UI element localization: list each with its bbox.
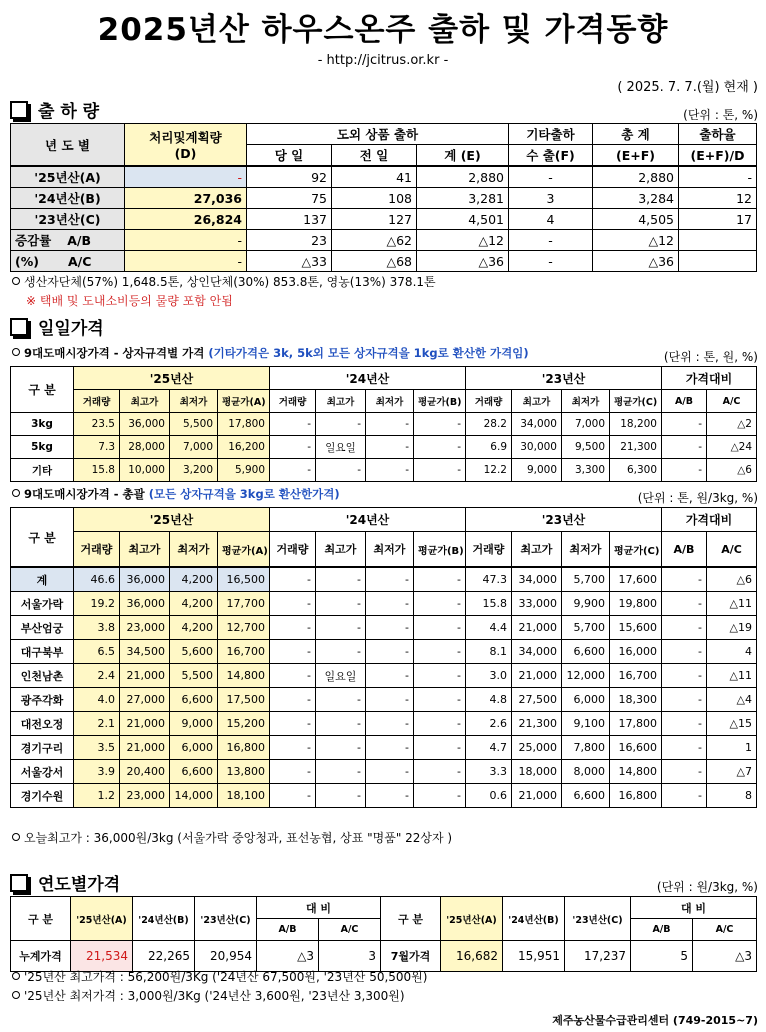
cell-max24: - xyxy=(316,712,366,736)
cell-min23: 9,100 xyxy=(562,712,610,736)
yearly-unit: (단위 : 원/3kg, %) xyxy=(656,880,758,894)
cell-min25: 14,000 xyxy=(170,784,218,808)
cell-ab: - xyxy=(662,688,707,712)
cell-v23: 4.7 xyxy=(466,736,512,760)
table-row xyxy=(11,784,757,808)
daily-heading: 일일가격 xyxy=(10,314,104,339)
site-url[interactable]: - http://jcitrus.or.kr - xyxy=(317,53,449,68)
cell-min24: - xyxy=(366,436,414,459)
cell-ab: - xyxy=(662,567,707,592)
cell-min23: 8,000 xyxy=(562,760,610,784)
cell-v24: - xyxy=(270,784,316,808)
table-row: 누계가격 21,534 22,265 20,954 △3 3 7월가격 16,682 15,951 17,237 5 △3 xyxy=(11,941,757,972)
cell-ac: △6 xyxy=(707,459,757,482)
row-label: 기타 xyxy=(11,459,74,482)
row-label: 5kg xyxy=(11,436,74,459)
cell-min25: 4,200 xyxy=(170,592,218,616)
cell-avg23: 18,200 xyxy=(610,413,662,436)
cell-avg23: 18,300 xyxy=(610,688,662,712)
cell-v24: - xyxy=(270,616,316,640)
row-label: 부산엄궁 xyxy=(11,616,74,640)
cell-v23: 28.2 xyxy=(466,413,512,436)
cell-min23: 6,600 xyxy=(562,640,610,664)
cell-v23: 3.3 xyxy=(466,760,512,784)
cell-max25: 28,000 xyxy=(120,436,170,459)
cell-min25: 4,200 xyxy=(170,616,218,640)
cell-avg25: 12,700 xyxy=(218,616,270,640)
cell-v23: 2.6 xyxy=(466,712,512,736)
col-sum: 총 계 xyxy=(593,124,679,145)
table-row xyxy=(11,760,757,784)
cell-min25: 5,500 xyxy=(170,664,218,688)
cell-min23: 5,700 xyxy=(562,567,610,592)
cell-min23: 9,900 xyxy=(562,592,610,616)
cell-avg25: 16,800 xyxy=(218,736,270,760)
cell-min24: - xyxy=(366,688,414,712)
cell-avg23: 15,600 xyxy=(610,616,662,640)
cell-avg23: 14,800 xyxy=(610,760,662,784)
cell-min24: - xyxy=(366,736,414,760)
cell-v23: 47.3 xyxy=(466,567,512,592)
col-rate: 출하율 xyxy=(679,124,757,145)
table-row xyxy=(11,688,757,712)
cell-min25: 6,600 xyxy=(170,760,218,784)
cell-avg25: 16,700 xyxy=(218,640,270,664)
cell-avg25: 17,500 xyxy=(218,688,270,712)
cell-avg24: - xyxy=(414,712,466,736)
cell-max25: 21,000 xyxy=(120,712,170,736)
table-row: (%) A/C - △33 △68 △36 - △36 xyxy=(11,251,757,272)
cell-avg24: - xyxy=(414,592,466,616)
cell-max25: 34,500 xyxy=(120,640,170,664)
cell-avg25: 13,800 xyxy=(218,760,270,784)
cell-max24: - xyxy=(316,760,366,784)
cell-avg24: - xyxy=(414,413,466,436)
row-label: 인천남촌 xyxy=(11,664,74,688)
cell-max24: 일요일 xyxy=(316,436,366,459)
row-label: 경기구리 xyxy=(11,736,74,760)
cell-max25: 36,000 xyxy=(120,413,170,436)
cell-min24: - xyxy=(366,567,414,592)
yearly-note-max: '25년산 최고가격 : 56,200원/3Kg ('24년산 67,500원, '23년산 50,500원) xyxy=(12,968,427,985)
cell-min25: 4,200 xyxy=(170,567,218,592)
cell-min23: 6,000 xyxy=(562,688,610,712)
cell-ab: - xyxy=(662,784,707,808)
cell-max23: 9,000 xyxy=(512,459,562,482)
bullet-circle-icon xyxy=(12,972,20,980)
cell-avg25: 16,200 xyxy=(218,436,270,459)
cell-v23: 8.1 xyxy=(466,640,512,664)
col-prev: 전 일 xyxy=(332,145,417,167)
col-export: 수 출(F) xyxy=(509,145,593,167)
cell-v25: 2.4 xyxy=(74,664,120,688)
cell-ac: 8 xyxy=(707,784,757,808)
row-label: 경기수원 xyxy=(11,784,74,808)
cell-avg23: 16,700 xyxy=(610,664,662,688)
cell-max25: 23,000 xyxy=(120,784,170,808)
cell-min25: 6,000 xyxy=(170,736,218,760)
cell-max23: 34,000 xyxy=(512,567,562,592)
cell-max24: - xyxy=(316,459,366,482)
cell-ac: △2 xyxy=(707,413,757,436)
cell-avg24: - xyxy=(414,640,466,664)
row-label: 3kg xyxy=(11,413,74,436)
cell-avg23: 16,800 xyxy=(610,784,662,808)
cell-avg23: 6,300 xyxy=(610,459,662,482)
cell-avg24: - xyxy=(414,664,466,688)
bullet-circle-icon xyxy=(12,833,20,841)
col-processing: 처리및계획량 (D) xyxy=(125,124,247,167)
yearly-note-min: '25년산 최저가격 : 3,000원/3Kg ('24년산 3,600원, '23년산 3,300원) xyxy=(12,987,405,1004)
cell-v23: 4.8 xyxy=(466,688,512,712)
cell-v24: - xyxy=(270,664,316,688)
cell-v24: - xyxy=(270,459,316,482)
table-row xyxy=(11,736,757,760)
cell-max25: 23,000 xyxy=(120,616,170,640)
table-row xyxy=(11,567,757,592)
cell-max24: - xyxy=(316,616,366,640)
daily-total-subtitle: 9대도매시장가격 - 총괄 (모든 상자규격을 3kg로 환산한가격) xyxy=(12,486,340,502)
cell-ab: - xyxy=(662,736,707,760)
table-row xyxy=(11,664,757,688)
cell-v23: 6.9 xyxy=(466,436,512,459)
bullet-circle-icon xyxy=(12,991,20,999)
cell-ac: △24 xyxy=(707,436,757,459)
cell-v23: 15.8 xyxy=(466,592,512,616)
shipment-unit: (단위 : 톤, %) xyxy=(683,108,758,122)
cell-max23: 33,000 xyxy=(512,592,562,616)
cell-v25: 15.8 xyxy=(74,459,120,482)
cell-min23: 6,600 xyxy=(562,784,610,808)
table-row xyxy=(11,413,757,436)
row-label: 계 xyxy=(11,567,74,592)
cell-min25: 3,200 xyxy=(170,459,218,482)
cell-avg25: 16,500 xyxy=(218,567,270,592)
cell-max25: 21,000 xyxy=(120,736,170,760)
cell-v24: - xyxy=(270,567,316,592)
cell-max24: - xyxy=(316,567,366,592)
cell-max23: 21,000 xyxy=(512,616,562,640)
daily-note: 오늘최고가 : 36,000원/3kg (서울가락 중앙청과, 표선농협, 상표 "명품" 22상자 ) xyxy=(12,829,452,846)
cell-avg24: - xyxy=(414,760,466,784)
table-row xyxy=(11,616,757,640)
cell-avg25: 17,700 xyxy=(218,592,270,616)
cell-min23: 7,800 xyxy=(562,736,610,760)
bullet-circle-icon xyxy=(12,277,20,285)
cell-avg24: - xyxy=(414,688,466,712)
cell-avg24: - xyxy=(414,616,466,640)
cell-ab: - xyxy=(662,760,707,784)
cell-v24: - xyxy=(270,436,316,459)
cell-ab: - xyxy=(662,712,707,736)
cell-avg24: - xyxy=(414,784,466,808)
cell-avg25: 18,100 xyxy=(218,784,270,808)
checkbox-square-icon xyxy=(10,318,28,336)
cell-min23: 9,500 xyxy=(562,436,610,459)
table-row: '24년산(B) 27,036 75 108 3,281 3 3,284 12 xyxy=(11,188,757,209)
cell-ab: - xyxy=(662,413,707,436)
page-title: 2025년산 하우스온주 출하 및 가격동향 xyxy=(97,12,669,48)
cell-v24: - xyxy=(270,640,316,664)
daily-size-unit: (단위 : 톤, 원, %) xyxy=(663,350,758,364)
bullet-circle-icon xyxy=(12,348,20,356)
checkbox-square-icon xyxy=(10,101,28,119)
cell-max24: - xyxy=(316,413,366,436)
report-date: ( 2025. 7. 7.(월) 현재 ) xyxy=(617,80,758,95)
cell-v24: - xyxy=(270,413,316,436)
cell-v23: 12.2 xyxy=(466,459,512,482)
cell-max23: 25,000 xyxy=(512,736,562,760)
cell-v25: 3.5 xyxy=(74,736,120,760)
cell-min23: 7,000 xyxy=(562,413,610,436)
cell-avg23: 19,800 xyxy=(610,592,662,616)
cell-min25: 7,000 xyxy=(170,436,218,459)
cell-min24: - xyxy=(366,592,414,616)
cell-ab: - xyxy=(662,640,707,664)
cell-avg23: 17,600 xyxy=(610,567,662,592)
cell-v25: 6.5 xyxy=(74,640,120,664)
cell-max23: 30,000 xyxy=(512,436,562,459)
cell-v25: 2.1 xyxy=(74,712,120,736)
cell-min24: - xyxy=(366,640,414,664)
col-today: 당 일 xyxy=(247,145,332,167)
table-row xyxy=(11,640,757,664)
cell-min24: - xyxy=(366,712,414,736)
cell-v25: 23.5 xyxy=(74,413,120,436)
col-sum-sub: (E+F) xyxy=(593,145,679,167)
table-row: 증감률 A/B - 23 △62 △12 - △12 xyxy=(11,230,757,251)
cell-max23: 21,300 xyxy=(512,712,562,736)
cell-max23: 34,000 xyxy=(512,640,562,664)
cell-min24: - xyxy=(366,760,414,784)
cell-v23: 4.4 xyxy=(466,616,512,640)
shipment-heading: 출 하 량 xyxy=(10,97,99,122)
cell-max25: 36,000 xyxy=(120,567,170,592)
table-row: '23년산(C) 26,824 137 127 4,501 4 4,505 17 xyxy=(11,209,757,230)
cell-ac: △11 xyxy=(707,592,757,616)
cell-avg25: 5,900 xyxy=(218,459,270,482)
table-row xyxy=(11,459,757,482)
shipment-table xyxy=(10,123,757,272)
cell-min23: 12,000 xyxy=(562,664,610,688)
cell-avg24: - xyxy=(414,567,466,592)
size-price-table: 구 분 '25년산 '24년산 '23년산 가격대비 거래량 최고가 최저가 평균가(A) 거래량 최고가 최저가 평균가(B) 거래량 최고가 최저가 평균가(C) A/B A/C 3kg 23.5 36,000 5,500 17,800 - - - - 28.2 34,000 7,000 18,200 - △2 5kg 7.3 28,000 7,000 16,200 - 일요일 - - 6.9 30,000 9,500 21,300 - △24 기타 15.8 10,000 3,200 5,900 - - - - 12.2 9,000 3,300 6,300 - △6 xyxy=(10,366,757,482)
row-label: 대구북부 xyxy=(11,640,74,664)
shipment-note: 생산자단체(57%) 1,648.5톤, 상인단체(30%) 853.8톤, 영농(13%) 378.1톤 xyxy=(12,273,436,290)
cell-ab: - xyxy=(662,436,707,459)
col-gubun: 구 분 xyxy=(11,367,74,413)
cell-max24: - xyxy=(316,784,366,808)
cell-avg23: 17,800 xyxy=(610,712,662,736)
cell-max25: 21,000 xyxy=(120,664,170,688)
cell-ab: - xyxy=(662,664,707,688)
cell-max24: - xyxy=(316,592,366,616)
cell-ac: 4 xyxy=(707,640,757,664)
cell-avg23: 21,300 xyxy=(610,436,662,459)
cell-avg23: 16,000 xyxy=(610,640,662,664)
table-row xyxy=(11,712,757,736)
cell-avg25: 15,200 xyxy=(218,712,270,736)
cell-max23: 18,000 xyxy=(512,760,562,784)
cell-v25: 7.3 xyxy=(74,436,120,459)
total-price-table: 구 분 '25년산 '24년산 '23년산 가격대비 거래량 최고가 최저가 평균가(A) 거래량 최고가 최저가 평균가(B) 거래량 최고가 최저가 평균가(C) A/B A/C 계 46.6 36,000 4,200 16,500 - - - - 47.3 34,000 5,700 17,600 - △6 서울가락 19.2 36,000 4,200 17,700 - - - - 15.8 33,000 9,900 19,800 - △11 부산엄궁 3.8 23,000 4,200 12,700 - - - - 4.4 21,000 5,700 15,600 - △19 대구북부 6.5 34,500 5,600 16,700 - - - - 8.1 34,000 6,600 16,000 - 4 인천남촌 2.4 21,000 5,500 14,800 - 일요일 - - 3.0 21,000 12,000 16,700 - △11 광주각화 4.0 27,000 6,600 17,500 - - - - 4.8 27,500 6,000 18,300 - △4 대전오정 2.1 21,000 9,000 15,200 - - - - 2.6 21,300 9,100 17,800 - △15 경기구리 3.5 21,000 6,000 16,800 - - - - 4.7 25,000 7,800 16,600 - 1 서울강서 3.9 20,400 6,600 13,800 - - - - 3.3 18,000 8,000 14,800 - △7 경기수원 1.2 23,000 14,000 18,100 - - - - 0.6 21,000 6,600 16,800 - 8 xyxy=(10,507,757,808)
cell-v24: - xyxy=(270,712,316,736)
cell-ac: 1 xyxy=(707,736,757,760)
row-label: 서울가락 xyxy=(11,592,74,616)
cell-min24: - xyxy=(366,616,414,640)
cell-ac: △15 xyxy=(707,712,757,736)
cell-ab: - xyxy=(662,592,707,616)
table-row: '25년산(A) - 92 41 2,880 - 2,880 - xyxy=(11,166,757,188)
cell-min25: 5,500 xyxy=(170,413,218,436)
cell-max25: 20,400 xyxy=(120,760,170,784)
cell-max23: 21,000 xyxy=(512,784,562,808)
cell-max23: 34,000 xyxy=(512,413,562,436)
cell-v24: - xyxy=(270,760,316,784)
cell-max25: 36,000 xyxy=(120,592,170,616)
daily-size-subtitle: 9대도매시장가격 - 상자규격별 가격 (기타가격은 3k, 5k외 모든 상자규격을 1kg로 환산한 가격임) xyxy=(12,345,529,361)
cell-v25: 19.2 xyxy=(74,592,120,616)
cell-max25: 27,000 xyxy=(120,688,170,712)
cell-avg23: 16,600 xyxy=(610,736,662,760)
cell-min25: 9,000 xyxy=(170,712,218,736)
col-other: 기타출하 xyxy=(509,124,593,145)
cell-ac: △7 xyxy=(707,760,757,784)
col-out: 도외 상품 출하 xyxy=(247,124,509,145)
row-label: 대전오정 xyxy=(11,712,74,736)
cell-min23: 3,300 xyxy=(562,459,610,482)
cell-max23: 21,000 xyxy=(512,664,562,688)
cell-v24: - xyxy=(270,736,316,760)
cell-min24: - xyxy=(366,459,414,482)
checkbox-square-icon xyxy=(10,874,28,892)
cell-ac: △19 xyxy=(707,616,757,640)
cell-avg24: - xyxy=(414,736,466,760)
cell-v25: 3.9 xyxy=(74,760,120,784)
col-total: 계 (E) xyxy=(417,145,509,167)
cell-ab: - xyxy=(662,616,707,640)
cell-min24: - xyxy=(366,784,414,808)
row-label: 광주각화 xyxy=(11,688,74,712)
cell-ac: △11 xyxy=(707,664,757,688)
col-rate-sub: (E+F)/D xyxy=(679,145,757,167)
cell-v23: 3.0 xyxy=(466,664,512,688)
cell-avg25: 17,800 xyxy=(218,413,270,436)
cell-v23: 0.6 xyxy=(466,784,512,808)
footer-source: 제주농산물수급관리센터 (749-2015~7) xyxy=(552,1014,758,1027)
cell-v25: 3.8 xyxy=(74,616,120,640)
cell-ac: △4 xyxy=(707,688,757,712)
cell-min24: - xyxy=(366,664,414,688)
shipment-warning: ※ 택배 및 도내소비등의 물량 포함 안됨 xyxy=(26,294,233,308)
cell-min23: 5,700 xyxy=(562,616,610,640)
cell-avg24: - xyxy=(414,436,466,459)
cell-max24: - xyxy=(316,688,366,712)
col-gubun: 구 분 xyxy=(11,508,74,568)
cell-v24: - xyxy=(270,688,316,712)
cell-min25: 6,600 xyxy=(170,688,218,712)
cell-ac: △6 xyxy=(707,567,757,592)
cell-ab: - xyxy=(662,459,707,482)
cell-min24: - xyxy=(366,413,414,436)
col-year: 년 도 별 xyxy=(11,124,125,167)
cell-v24: - xyxy=(270,592,316,616)
cell-v25: 46.6 xyxy=(74,567,120,592)
yearly-price-table: 구 분 '25년산(A) '24년산(B) '23년산(C) 대 비 구 분 '25년산(A) '24년산(B) '23년산(C) 대 비 A/B A/C A/B A/C 누계가격 21,534 22,265 20,954 △3 3 7월가격 16,682 15,951 17,237 5 △3 xyxy=(10,896,757,972)
cell-min25: 5,600 xyxy=(170,640,218,664)
bullet-circle-icon xyxy=(12,489,20,497)
daily-total-unit: (단위 : 톤, 원/3kg, %) xyxy=(637,491,758,505)
cell-max24: - xyxy=(316,736,366,760)
cell-avg24: - xyxy=(414,459,466,482)
table-row xyxy=(11,592,757,616)
yearly-heading: 연도별가격 xyxy=(10,870,120,895)
cell-max25: 10,000 xyxy=(120,459,170,482)
row-label: 서울강서 xyxy=(11,760,74,784)
table-row xyxy=(11,436,757,459)
cell-v25: 1.2 xyxy=(74,784,120,808)
cell-max24: - xyxy=(316,640,366,664)
cell-max23: 27,500 xyxy=(512,688,562,712)
cell-v25: 4.0 xyxy=(74,688,120,712)
cell-avg25: 14,800 xyxy=(218,664,270,688)
cell-max24: 일요일 xyxy=(316,664,366,688)
